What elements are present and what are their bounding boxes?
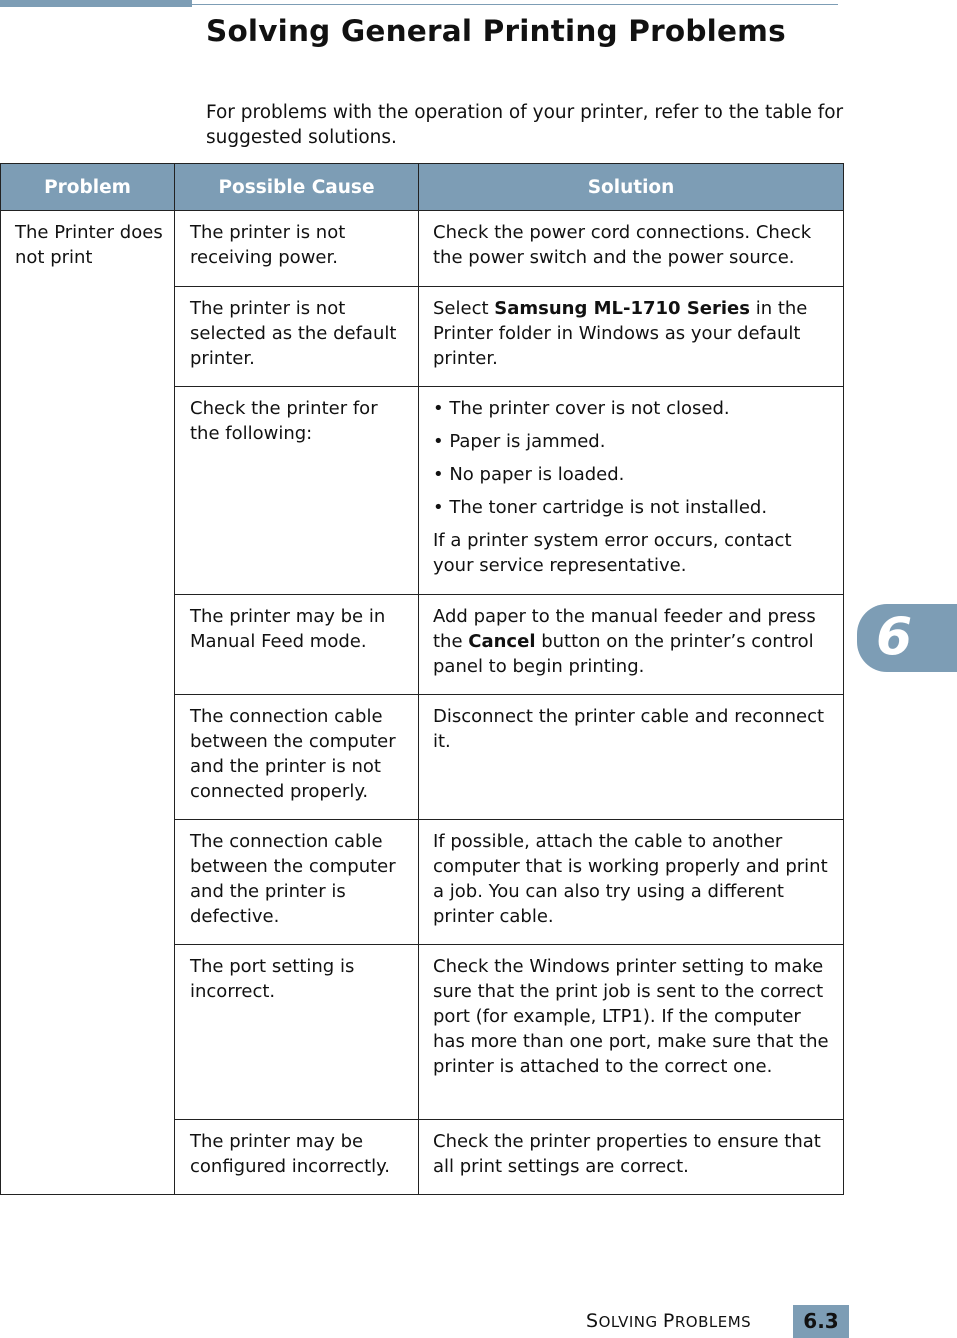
solution-cell bbox=[419, 387, 844, 595]
solution-cell: Disconnect the printer cable and reconnect it. bbox=[419, 695, 844, 820]
solution-text: If a printer system error occurs, contact your service representative. bbox=[433, 530, 792, 576]
page-title: Solving General Printing Problems bbox=[206, 14, 786, 48]
intro-paragraph: For problems with the operation of your printer, refer to the table for suggested solutions. bbox=[206, 102, 844, 148]
solution-cell: If possible, attach the cable to another computer that is working properly and print a job. You can also try using a different printer cable. bbox=[419, 820, 844, 945]
solution-cell bbox=[419, 287, 844, 387]
cause-cell: The connection cable between the computer and the printer is defective. bbox=[175, 820, 419, 945]
solution-text: Add paper to the manual feeder and press the bbox=[433, 606, 816, 652]
header-problem: Problem bbox=[1, 164, 175, 211]
cause-cell: The printer may be configured incorrectly. bbox=[175, 1120, 419, 1195]
solution-text: button on the printer’s control panel to begin printing. bbox=[433, 631, 814, 677]
solution-text: Select bbox=[433, 298, 495, 319]
header-possible-cause: Possible Cause bbox=[175, 164, 419, 211]
bullet-item: • The toner cartridge is not installed. bbox=[433, 497, 768, 518]
problem-cell: The Printer does not print bbox=[1, 211, 175, 1195]
solution-emphasis: Cancel bbox=[468, 631, 536, 652]
cause-cell: The printer is not receiving power. bbox=[175, 211, 419, 287]
footer-section-label: SOLVING PROBLEMS bbox=[586, 1310, 752, 1332]
solution-cell: Check the power cord connections. Check the power switch and the power source. bbox=[419, 211, 844, 287]
solution-cell: Check the Windows printer setting to make sure that the print job is sent to the correct port (for example, LTP1). If the computer has more than one port, make sure that the printer is attached to the correct one. bbox=[419, 945, 844, 1120]
solution-cell bbox=[419, 595, 844, 695]
troubleshooting-table bbox=[0, 163, 844, 1195]
header-rule bbox=[192, 4, 838, 5]
table-row bbox=[1, 211, 844, 287]
cause-cell: The port setting is incorrect. bbox=[175, 945, 419, 1120]
cause-cell: The printer may be in Manual Feed mode. bbox=[175, 595, 419, 695]
chapter-tab-number: 6 bbox=[876, 607, 913, 667]
table-header-row bbox=[1, 164, 844, 211]
header-solution: Solution bbox=[419, 164, 844, 211]
header-rule-accent bbox=[0, 0, 192, 7]
bullet-item: • No paper is loaded. bbox=[433, 464, 625, 485]
page-number-badge: 6.3 bbox=[793, 1305, 849, 1338]
solution-cell: Check the printer properties to ensure that all print settings are correct. bbox=[419, 1120, 844, 1195]
bullet-item: • The printer cover is not closed. bbox=[433, 398, 730, 419]
cause-cell: The connection cable between the computer and the printer is not connected properly. bbox=[175, 695, 419, 820]
bullet-item: • Paper is jammed. bbox=[433, 431, 606, 452]
solution-text: in the Printer folder in Windows as your default printer. bbox=[433, 298, 808, 369]
cause-cell: Check the printer for the following: bbox=[175, 387, 419, 595]
cause-cell: The printer is not selected as the default printer. bbox=[175, 287, 419, 387]
solution-emphasis: Samsung ML-1710 Series bbox=[494, 298, 750, 319]
